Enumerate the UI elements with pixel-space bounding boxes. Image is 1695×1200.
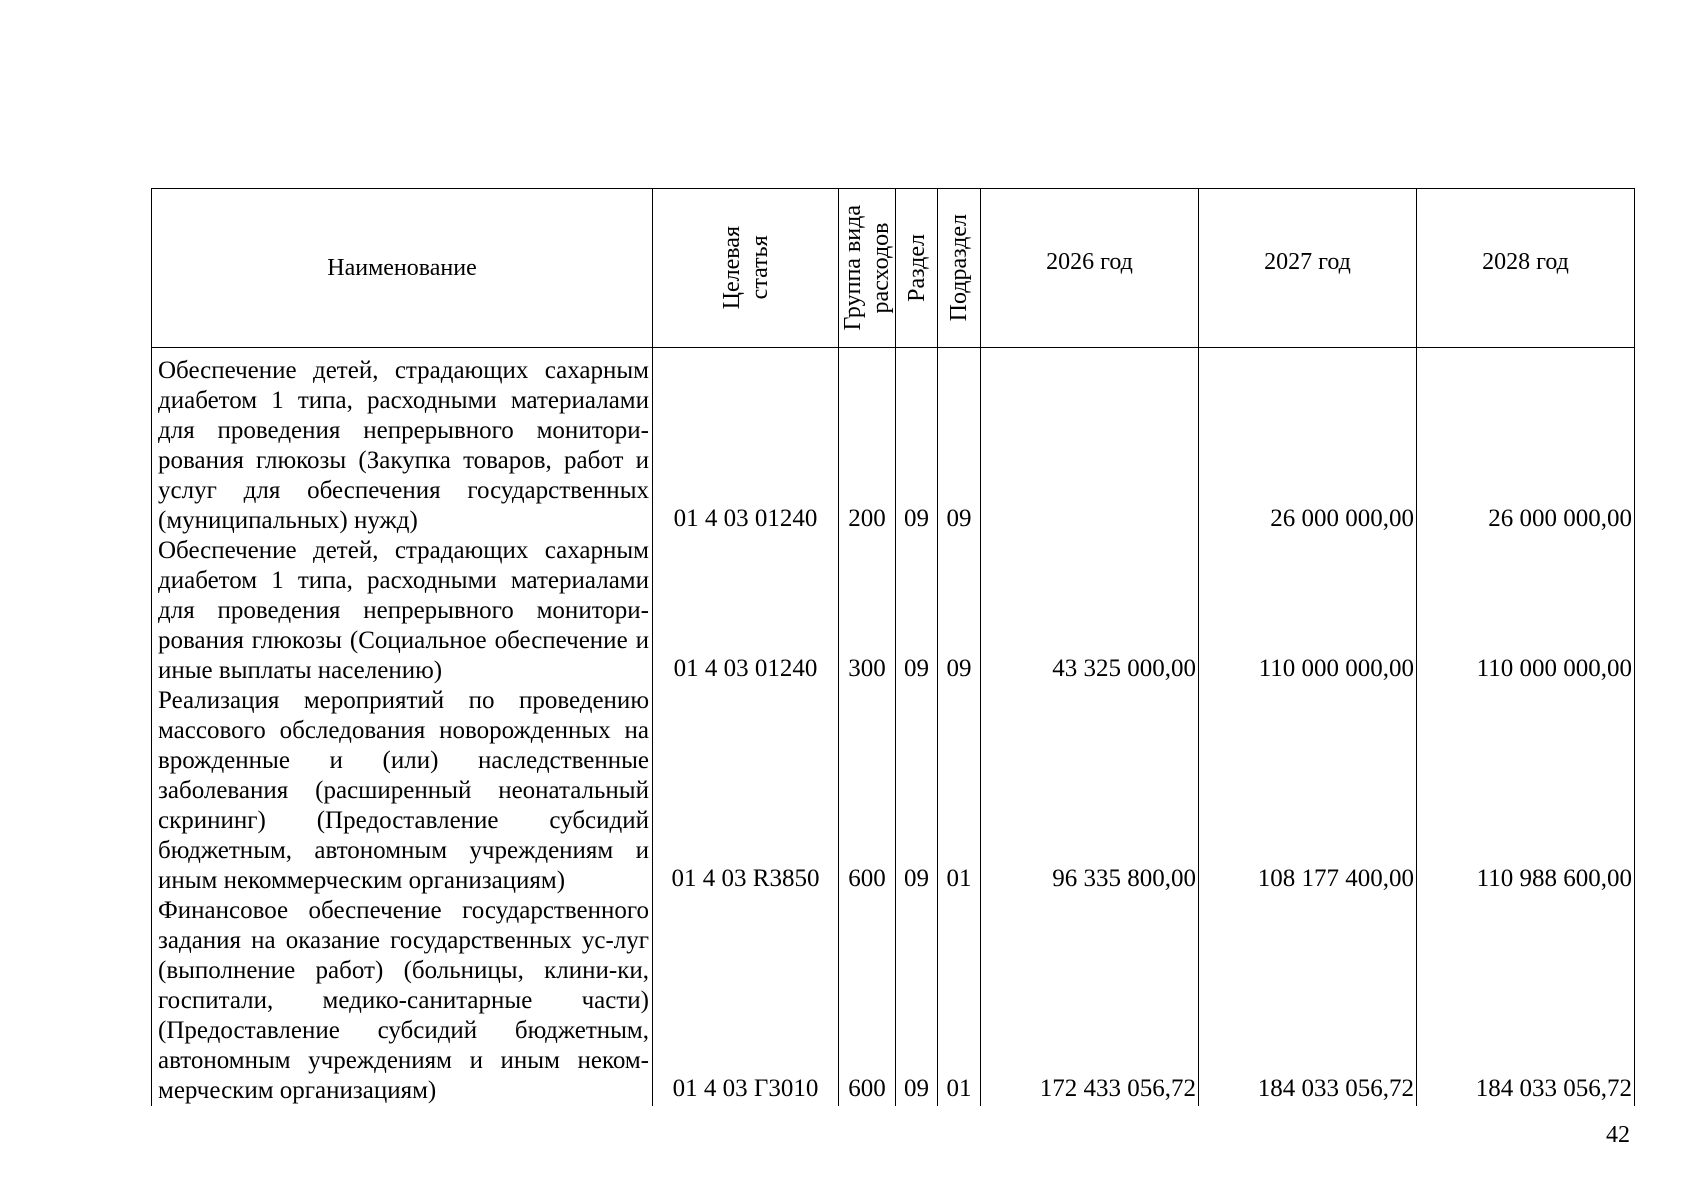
- row-expense-group: 300: [839, 536, 896, 686]
- row-subsection: 01: [938, 896, 981, 1106]
- header-expense-group: [839, 189, 896, 348]
- row-expense-group: 600: [839, 896, 896, 1106]
- row-amount-2028: 110 000 000,00: [1417, 536, 1635, 686]
- header-subsection: [938, 189, 981, 348]
- header-year-2027: 2027 год: [1199, 189, 1417, 348]
- page-number: 42: [1606, 1122, 1630, 1148]
- row-subsection: 09: [938, 536, 981, 686]
- row-amount-2026: [981, 348, 1199, 537]
- row-section: 09: [896, 686, 938, 896]
- table-row: [152, 686, 1635, 896]
- row-amount-2028: 184 033 056,72: [1417, 896, 1635, 1106]
- row-name: Финансовое обеспечение государственного задания на оказание государственных ус-луг (выполнение работ) (больницы, клини-ки, госпитали, медико-санитарные части) (Предоставление субсидий бюджетным, автономным учреждениям и иным неком-мерческим организациям): [152, 896, 653, 1106]
- row-section: 09: [896, 536, 938, 686]
- row-name: Обеспечение детей, страдающих сахарным диабетом 1 типа, расходными материалами для проведения непрерывного монитори-рования глюкозы (Социальное обеспечение и иные выплаты населению): [152, 536, 653, 686]
- row-amount-2026: 172 433 056,72: [981, 896, 1199, 1106]
- table-row: [152, 536, 1635, 686]
- row-amount-2027: 108 177 400,00: [1199, 686, 1417, 896]
- table-row: [152, 896, 1635, 1106]
- row-amount-2027: 110 000 000,00: [1199, 536, 1417, 686]
- header-expense-group-label: Группа вида расходов: [840, 205, 894, 331]
- table-row: [152, 348, 1635, 537]
- header-section-label: Раздел: [903, 234, 930, 302]
- row-target-article: 01 4 03 R3850: [653, 686, 839, 896]
- budget-table: [151, 188, 1635, 1106]
- row-name: Реализация мероприятий по проведению массового обследования новорожденных на врожденные и (или) наследственные заболевания (расширенный неонатальный скрининг) (Предоставление субсидий бюджетным, автономным учреждениям и иным некоммерческим организациям): [152, 686, 653, 896]
- row-subsection: 01: [938, 686, 981, 896]
- header-name: Наименование: [152, 189, 653, 348]
- row-amount-2026: 43 325 000,00: [981, 536, 1199, 686]
- header-target-article-label: Целевая статья: [718, 226, 773, 310]
- row-section: 09: [896, 896, 938, 1106]
- row-expense-group: 200: [839, 348, 896, 537]
- header-year-2028: 2028 год: [1417, 189, 1635, 348]
- row-section: 09: [896, 348, 938, 537]
- row-amount-2028: 26 000 000,00: [1417, 348, 1635, 537]
- row-amount-2027: 184 033 056,72: [1199, 896, 1417, 1106]
- header-year-2026: 2026 год: [981, 189, 1199, 348]
- row-amount-2026: 96 335 800,00: [981, 686, 1199, 896]
- row-subsection: 09: [938, 348, 981, 537]
- header-subsection-label: Подраздел: [946, 214, 972, 322]
- row-target-article: 01 4 03 Г3010: [653, 896, 839, 1106]
- row-amount-2027: 26 000 000,00: [1199, 348, 1417, 537]
- row-target-article: 01 4 03 01240: [653, 348, 839, 537]
- header-target-article: [653, 189, 839, 348]
- header-section: [896, 189, 938, 348]
- row-name: Обеспечение детей, страдающих сахарным диабетом 1 типа, расходными материалами для проведения непрерывного монитори-рования глюкозы (Закупка товаров, работ и услуг для обеспечения государственных (муниципальных) нужд): [152, 348, 653, 537]
- table-header-row: [152, 189, 1635, 348]
- row-target-article: 01 4 03 01240: [653, 536, 839, 686]
- row-amount-2028: 110 988 600,00: [1417, 686, 1635, 896]
- row-expense-group: 600: [839, 686, 896, 896]
